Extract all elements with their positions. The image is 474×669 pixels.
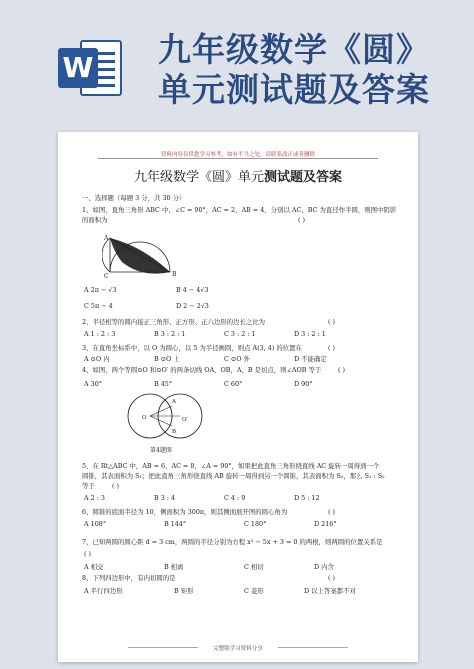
question-7-option-d: D 内含 [314, 563, 334, 571]
question-6-option-b: B 144° [164, 520, 187, 528]
question-7: 7、已知两圆的圆心距 d = 3 cm，两圆的半径分别为方程 x² − 5x + 3 = 0 的两根，则两圆的位置关系是 [82, 538, 383, 546]
banner-title-line2: 单元测试题及答案 [158, 70, 430, 109]
fig4-label-o2: O′ [182, 417, 188, 423]
question-1-figure [102, 232, 182, 280]
question-6-answer-paren: ( ) [328, 508, 336, 516]
question-3-option-b: B ⊙O 上 [154, 355, 180, 363]
question-4-option-c: C 60° [224, 380, 243, 388]
fig4-label-b: B [172, 429, 177, 435]
question-3-answer-paren: ( ) [328, 344, 336, 352]
top-divider [98, 158, 378, 159]
word-logo-badge: W [58, 48, 98, 88]
question-1-line2: 的面积为 [82, 216, 108, 224]
fig1-label-a: A [104, 235, 109, 242]
footer-text: 完整版学习资料分享 [213, 646, 263, 652]
question-1-option-b: B 4 − 4√3 [176, 286, 209, 294]
question-7-answer-paren: ( ) [84, 550, 92, 558]
fig4-caption: 第4题图 [150, 447, 172, 454]
question-5-line3: 等于 [82, 482, 95, 490]
document-page[interactable] [58, 132, 418, 662]
document-title-highlight: 测试题及答案 [264, 170, 343, 185]
banner [0, 0, 474, 112]
fig1-semicircle-ac [102, 238, 110, 272]
question-3: 3、在直角坐标系中，以 O 为圆心，以 5 为半径画圆，则点 A(3, 4) 的位置在 [82, 344, 302, 352]
fig4-tangent-ob [150, 416, 172, 426]
question-5-answer-paren: ( ) [112, 482, 120, 490]
question-8-option-b: B 矩形 [174, 587, 194, 595]
question-8-option-d: D 以上答案都不对 [304, 587, 356, 595]
question-6-option-a: A 108° [84, 520, 107, 528]
word-document-icon [58, 40, 124, 96]
question-4: 4、如图，两个等圆⊙O 和⊙O′ 的两条切线 OA、OB，A、B 是切点，则∠AOB 等于 [82, 366, 322, 374]
question-3-option-a: A ⊙O 内 [84, 355, 110, 363]
question-2-option-a: A 1 : 2 : 3 [84, 330, 116, 338]
section-heading: 一、选择题（每题 3 分，共 30 分） [82, 194, 186, 202]
question-5-option-c: C 4 : 9 [224, 494, 246, 502]
question-5-line2: 圆锥，其表面积为 S₁；把此直角三角形绕直线 AB 旋转一周得到另一个圆锥，其表面积为 S₂，那么 S₁ : S₂ [82, 472, 385, 480]
question-4-option-d: D 90° [294, 380, 313, 388]
document-title [58, 166, 418, 185]
question-1-option-c: C 5π − 4 [84, 302, 113, 310]
question-8-answer-paren: ( ) [328, 574, 336, 582]
question-2-option-b: B 3 : 2 : 1 [154, 330, 186, 338]
fig1-label-c: C [104, 273, 109, 280]
fig4-label-a: A [172, 399, 176, 405]
question-5-line1: 5、在 Rt△ABC 中，AB = 6，AC = 8，∠A = 90°，如果把此直角三角形绕直线 AC 旋转一周得到一个 [82, 462, 380, 470]
question-4-option-b: B 45° [154, 380, 173, 388]
fig4-tangent-oa [150, 406, 172, 416]
question-3-option-c: C ⊙O 外 [224, 355, 250, 363]
banner-title [158, 30, 458, 110]
fig4-label-o: O [142, 415, 147, 421]
question-8-option-a: A 平行四边形 [84, 587, 123, 595]
question-2-option-c: C 3 : 2 : 1 [224, 330, 256, 338]
document-title-main: 九年级数学《圆》单元 [133, 170, 264, 185]
footer-divider-right [278, 647, 348, 648]
question-8: 8、下列四边形中，有内切圆的是 [82, 574, 176, 582]
question-2-answer-paren: ( ) [328, 318, 336, 326]
question-2-option-d: D 3 : 2 : 1 [294, 330, 326, 338]
question-2: 2、半径相等的圆内接正三角形、正方形、正六边形的边长之比为 [82, 318, 266, 326]
question-5-option-d: D 5 : 12 [294, 494, 320, 502]
question-6-option-c: C 180° [244, 520, 267, 528]
fig1-label-b: B [172, 271, 177, 278]
question-6: 6、圆锥的底面半径为 10，侧面积为 300π，则其侧面展开图的圆心角为 [82, 508, 288, 516]
question-7-option-a: A 相交 [84, 563, 104, 571]
question-4-option-a: A 30° [84, 380, 102, 388]
question-6-option-d: D 216° [314, 520, 337, 528]
question-1-option-d: D 2 − 2√3 [176, 302, 209, 310]
question-4-figure [120, 390, 210, 456]
question-7-option-b: B 相离 [164, 563, 184, 571]
question-3-option-d: D 不能确定 [294, 355, 327, 363]
question-1-option-a: A 2π − √3 [84, 286, 117, 294]
question-1-line1: 1、如图，直角三角形 ABC 中，∠C = 90°，AC = 2，AB = 4，分别以 AC、BC 为直径作半圆，则图中阴影 [82, 206, 397, 214]
question-4-answer-paren: ( ) [338, 366, 346, 374]
question-5-option-a: A 2 : 3 [84, 494, 105, 502]
question-1-answer-paren: ( ) [298, 216, 306, 224]
question-7-option-c: C 相切 [244, 563, 264, 571]
question-5-option-b: B 3 : 4 [154, 494, 176, 502]
top-note: 资料内容仅供您学习参考，如有不当之处，请联系改正或者删除 [160, 152, 315, 158]
question-8-option-c: C 菱形 [244, 587, 264, 595]
banner-title-line1: 九年级数学《圆》 [158, 30, 430, 69]
